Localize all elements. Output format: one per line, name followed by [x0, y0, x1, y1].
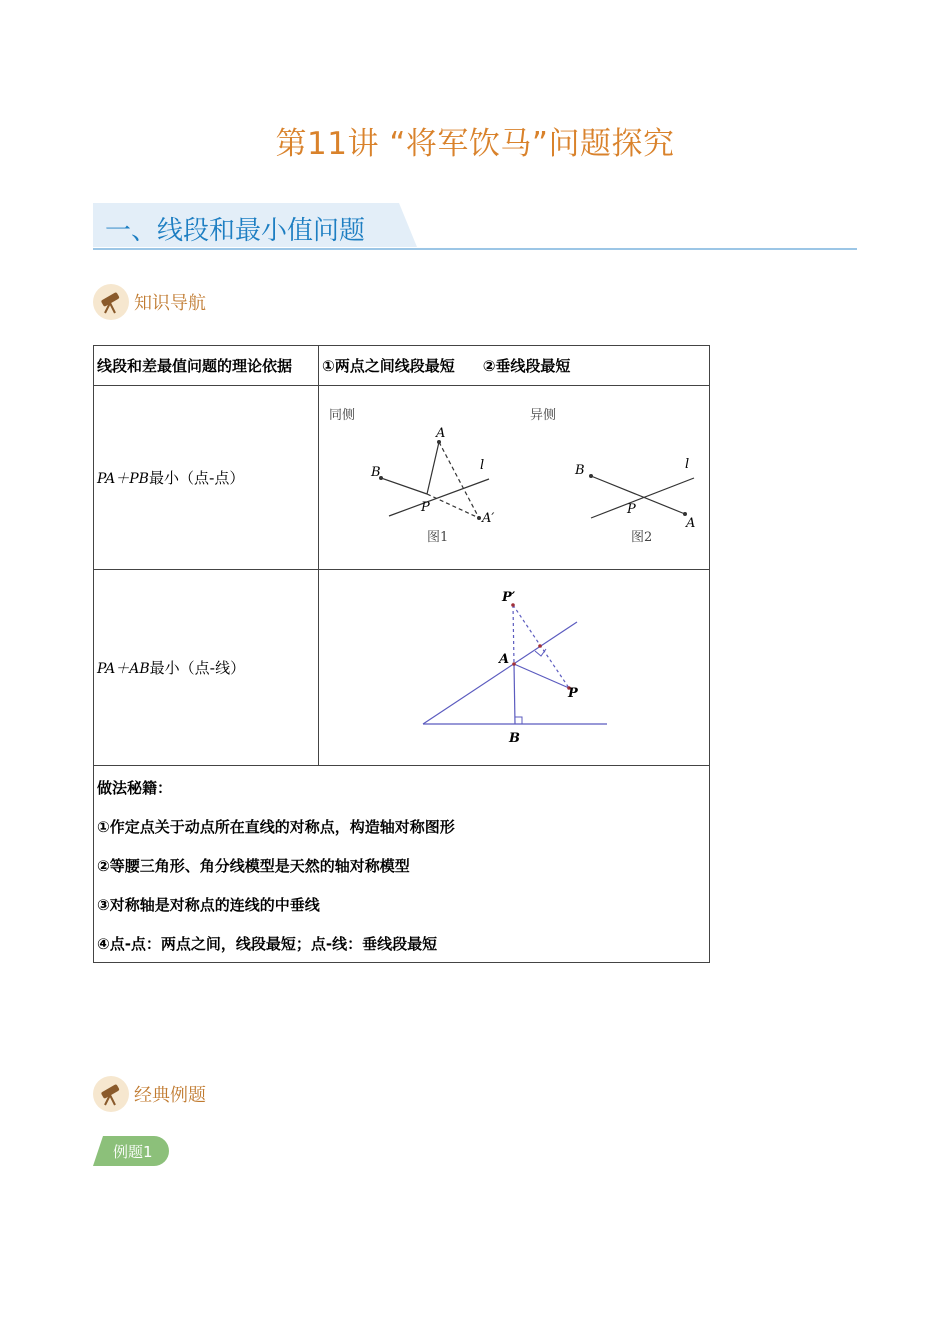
theorem-2: ②垂线段最短 [482, 357, 571, 375]
knowledge-nav-label: 知识导航 [134, 293, 206, 314]
tip-item: ③对称轴是对称点的连线的中垂线 [97, 896, 320, 914]
section-title: 一、线段和最小值问题 [105, 216, 366, 246]
expr-pa-pb: PA＋PB [97, 471, 149, 487]
fig2-label-B: B [575, 463, 585, 478]
row-point-line-label [94, 570, 319, 766]
fig1-label-P: P [421, 500, 430, 515]
row-point-point-label [94, 386, 319, 570]
fig3-label-P2: P′ [502, 590, 516, 605]
tips-cell [94, 766, 710, 963]
fig2-label-A: A [686, 516, 696, 531]
theorem-1: ①两点之间线段最短 [322, 357, 455, 375]
fig2-label-l: l [685, 457, 690, 472]
row-point-line-figure [319, 570, 710, 766]
page-title: 第11讲 “将军饮马”问题探究 [275, 126, 675, 162]
fig1-caption-top: 同侧 [329, 408, 356, 423]
table-header-left: 线段和差最值问题的理论依据 [94, 346, 319, 386]
tip-item: ②等腰三角形、角分线模型是天然的轴对称模型 [97, 857, 410, 875]
fig2-caption-top: 异侧 [530, 408, 557, 423]
tips-title: 做法秘籍： [97, 779, 173, 797]
knowledge-table [93, 345, 710, 963]
fig1-label-B: B [371, 465, 381, 480]
fig3-label-A: A [499, 652, 510, 667]
classic-examples-label: 经典例题 [134, 1085, 206, 1106]
perpendicular-figure [319, 570, 706, 761]
tip-item: ①作定点关于动点所在直线的对称点，构造轴对称图形 [97, 818, 455, 836]
fig1-label-A: A [436, 426, 446, 441]
fig1-label-A2: A′ [482, 511, 495, 526]
fig2-label-P: P [627, 502, 636, 517]
fig1-caption: 图1 [427, 530, 449, 545]
same-opposite-side-figures [319, 386, 706, 565]
telescope-icon [93, 1076, 129, 1112]
row-point-point-figures [319, 386, 710, 570]
example-tag [93, 1136, 169, 1166]
table-header-right [319, 346, 710, 386]
fig1-label-l: l [480, 458, 485, 473]
fig3-label-P: P [568, 686, 578, 701]
fig3-label-B: B [509, 731, 520, 746]
expr-pa-ab: PA＋AB [97, 661, 150, 677]
fig2-caption: 图2 [631, 530, 653, 545]
example-tag-label: 例题1 [113, 1143, 153, 1161]
label-point-point: 最小（点-点） [148, 469, 245, 487]
tip-item: ④点-点：两点之间，线段最短；点-线：垂线段最短 [97, 935, 438, 953]
label-point-line: 最小（点-线） [149, 659, 246, 677]
telescope-icon [93, 284, 129, 320]
